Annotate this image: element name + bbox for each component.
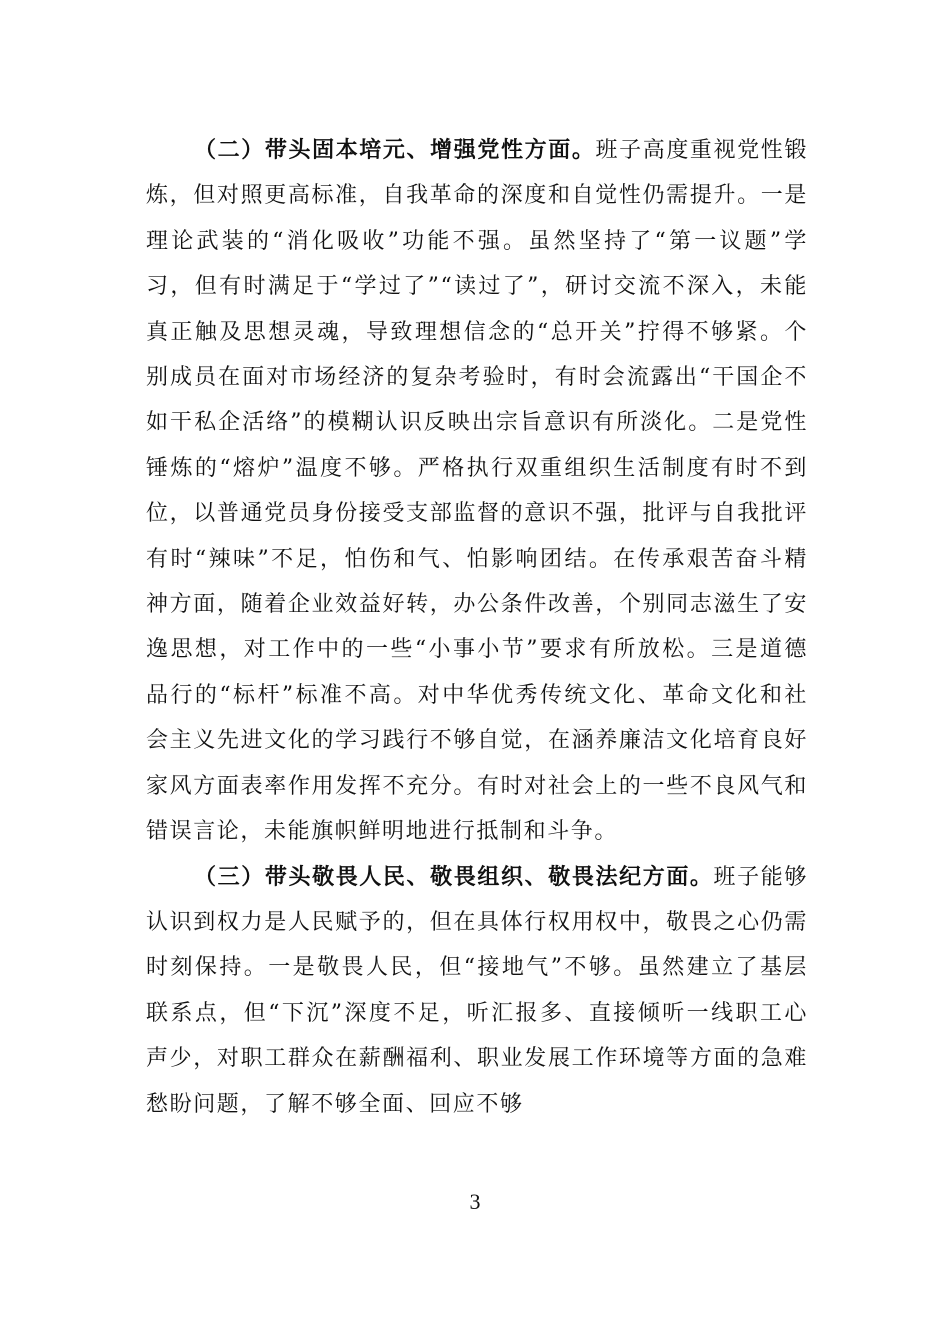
body-text: [146, 128, 808, 1127]
paragraph-three: [146, 855, 808, 1127]
page-number: 3: [469, 1189, 481, 1214]
paragraph-three-body: 班子能够认识到权力是人民赋予的，但在具体行权用权中，敬畏之心仍需时刻保持。一是敬畏人民，但“接地气”不够。虽然建立了基层联系点，但“下沉”深度不足，听汇报多、直接倾听一线职工心声少，对职工群众在薪酬福利、职业发展工作环境等方面的急难愁盼问题，了解不够全面、回应不够: [146, 864, 808, 1117]
section-heading-two: （二）带头固本培元、增强党性方面。: [194, 137, 596, 163]
paragraph-two-body: 班子高度重视党性锻炼，但对照更高标准，自我革命的深度和自觉性仍需提升。一是理论武装的“消化吸收”功能不强。虽然坚持了“第一议题”学习，但有时满足于“学过了”“读过了”，研讨交流不深入，未能真正触及思想灵魂，导致理想信念的“总开关”拧得不够紧。个别成员在面对市场经济的复杂考验时，有时会流露出“干国企不如干私企活络”的模糊认识反映出宗旨意识有所淡化。二是党性锤炼的“熔炉”温度不够。严格执行双重组织生活制度有时不到位，以普通党员身份接受支部监督的意识不强，批评与自我批评有时“辣味”不足，怕伤和气、怕影响团结。在传承艰苦奋斗精神方面，随着企业效益好转，办公条件改善，个别同志滋生了安逸思想，对工作中的一些“小事小节”要求有所放松。三是道德品行的“标杆”标准不高。对中华优秀传统文化、革命文化和社会主义先进文化的学习践行不够自觉，在涵养廉洁文化培育良好家风方面表率作用发挥不充分。有时对社会上的一些不良风气和错误言论，未能旗帜鲜明地进行抵制和斗争。: [146, 138, 808, 845]
paragraph-two: [146, 128, 808, 855]
section-heading-three: （三）带头敬畏人民、敬畏组织、敬畏法纪方面。: [194, 863, 714, 890]
